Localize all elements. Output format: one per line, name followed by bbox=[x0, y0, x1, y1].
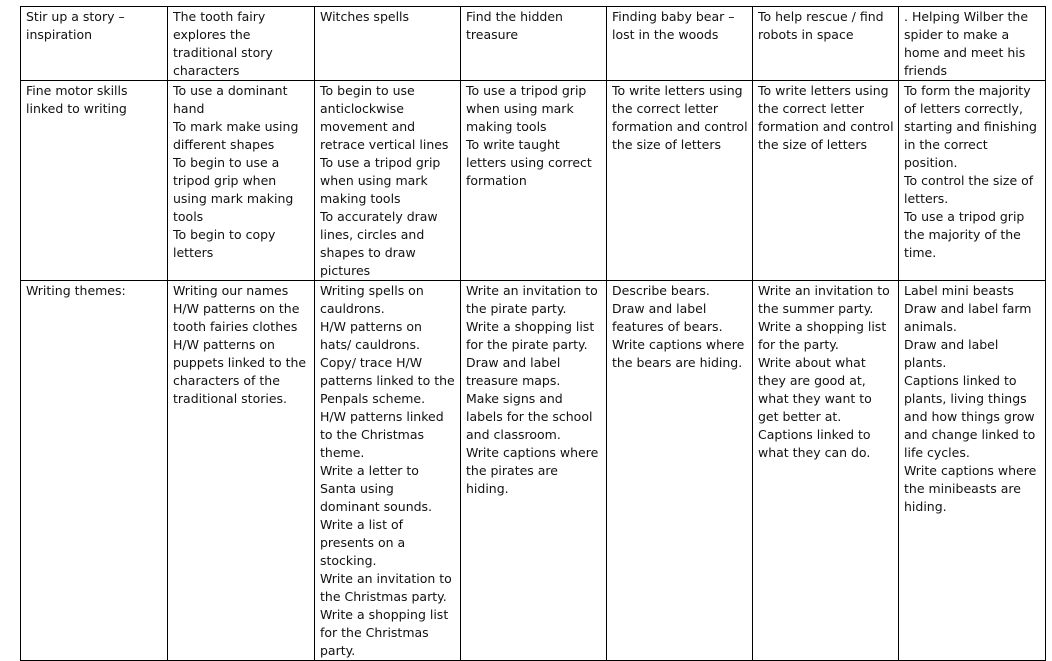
cell-text-line: Captions linked to what they can do. bbox=[758, 427, 871, 460]
story-row bbox=[21, 7, 1046, 81]
row-header-cell bbox=[21, 7, 168, 81]
cell-text-line: To accurately draw lines, circles and shapes to draw pictures bbox=[320, 209, 438, 278]
cell-text-line: Write a letter to Santa using dominant sounds. bbox=[320, 463, 433, 514]
cell-text-line: H/W patterns on the tooth fairies clothes bbox=[173, 301, 300, 334]
writing-themes-row bbox=[21, 281, 1046, 661]
table-cell bbox=[168, 81, 315, 281]
table-cell bbox=[168, 281, 315, 661]
row-header-text: Stir up a story – inspiration bbox=[26, 9, 125, 42]
table-cell bbox=[899, 281, 1046, 661]
cell-text-line: Write an invitation to the summer party. bbox=[758, 283, 890, 316]
cell-text-line: Captions linked to plants, living things and how things grow and change linked to life cycles. bbox=[904, 373, 1036, 460]
cell-text-line: Witches spells bbox=[320, 9, 410, 24]
cell-text-line: To use a dominant hand bbox=[173, 83, 288, 116]
cell-text-line: To form the majority of letters correctly, starting and finishing in the correct position. bbox=[904, 83, 1037, 170]
cell-text-line: Write captions where the bears are hiding. bbox=[612, 337, 745, 370]
cell-text-line: Finding baby bear – lost in the woods bbox=[612, 9, 735, 42]
cell-text-line: Write a list of presents on a stocking. bbox=[320, 517, 406, 568]
cell-text-line: To use a tripod grip the majority of the time. bbox=[904, 209, 1025, 260]
cell-text-line: Draw and label plants. bbox=[904, 337, 999, 370]
cell-text-line: Draw and label farm animals. bbox=[904, 301, 1032, 334]
row-header-text: Fine motor skills linked to writing bbox=[26, 83, 128, 116]
cell-text-line: To begin to use a tripod grip when using mark making tools bbox=[173, 155, 294, 224]
table-cell bbox=[315, 81, 461, 281]
table-cell bbox=[607, 81, 753, 281]
cell-text-line: Write about what they are good at, what they want to get better at. bbox=[758, 355, 872, 424]
cell-text-line: To write letters using the correct letter formation and control the size of letters bbox=[612, 83, 748, 152]
row-header-text: Writing themes: bbox=[26, 283, 126, 298]
cell-text-line: Make signs and labels for the school and classroom. bbox=[466, 391, 593, 442]
cell-text-line: Draw and label treasure maps. bbox=[466, 355, 561, 388]
fine-motor-row bbox=[21, 81, 1046, 281]
cell-text-line: Write an invitation to the Christmas party. bbox=[320, 571, 452, 604]
table-cell bbox=[607, 281, 753, 661]
cell-text-line: Writing our names bbox=[173, 283, 289, 298]
table-cell bbox=[899, 81, 1046, 281]
cell-text-line: To begin to copy letters bbox=[173, 227, 276, 260]
cell-text-line: Copy/ trace H/W patterns linked to the Penpals scheme. bbox=[320, 355, 455, 406]
cell-text-line: Write a shopping list for the pirate party. bbox=[466, 319, 595, 352]
cell-text-line: . Helping Wilber the spider to make a home and meet his friends bbox=[904, 9, 1029, 78]
cell-text-line: To write taught letters using correct formation bbox=[466, 137, 592, 188]
curriculum-table bbox=[20, 6, 1046, 661]
cell-text-line: Describe bears. bbox=[612, 283, 710, 298]
table-cell bbox=[168, 7, 315, 81]
cell-text-line: Draw and label features of bears. bbox=[612, 301, 723, 334]
table-cell bbox=[461, 281, 607, 661]
cell-text-line: Write a shopping list for the party. bbox=[758, 319, 887, 352]
table-cell bbox=[461, 81, 607, 281]
cell-text-line: Write captions where the minibeasts are hiding. bbox=[904, 463, 1037, 514]
table-cell bbox=[607, 7, 753, 81]
cell-text-line: To help rescue / find robots in space bbox=[758, 9, 884, 42]
table-cell bbox=[461, 7, 607, 81]
table-cell bbox=[315, 7, 461, 81]
table-cell bbox=[753, 7, 899, 81]
cell-text-line: Write a shopping list for the Christmas party. bbox=[320, 607, 449, 658]
table-cell bbox=[315, 281, 461, 661]
cell-text-line: H/W patterns on hats/ cauldrons. bbox=[320, 319, 422, 352]
cell-text-line: H/W patterns linked to the Christmas theme. bbox=[320, 409, 444, 460]
cell-text-line: Label mini beasts bbox=[904, 283, 1014, 298]
table-cell bbox=[753, 81, 899, 281]
cell-text-line: To use a tripod grip when using mark making tools bbox=[320, 155, 441, 206]
cell-text-line: To mark make using different shapes bbox=[173, 119, 299, 152]
cell-text-line: H/W patterns on puppets linked to the characters of the traditional stories. bbox=[173, 337, 307, 406]
cell-text-line: To write letters using the correct letter formation and control the size of letters bbox=[758, 83, 894, 152]
row-header-cell bbox=[21, 81, 168, 281]
table-body bbox=[21, 7, 1046, 661]
cell-text-line: To begin to use anticlockwise movement and retrace vertical lines bbox=[320, 83, 449, 152]
row-header-cell bbox=[21, 281, 168, 661]
cell-text-line: Write an invitation to the pirate party. bbox=[466, 283, 598, 316]
cell-text-line: To control the size of letters. bbox=[904, 173, 1034, 206]
table-cell bbox=[899, 7, 1046, 81]
cell-text-line: Writing spells on cauldrons. bbox=[320, 283, 424, 316]
cell-text-line: Write captions where the pirates are hiding. bbox=[466, 445, 599, 496]
cell-text-line: To use a tripod grip when using mark making tools bbox=[466, 83, 587, 134]
cell-text-line: Find the hidden treasure bbox=[466, 9, 563, 42]
cell-text-line: The tooth fairy explores the traditional story characters bbox=[173, 9, 273, 78]
table-cell bbox=[753, 281, 899, 661]
